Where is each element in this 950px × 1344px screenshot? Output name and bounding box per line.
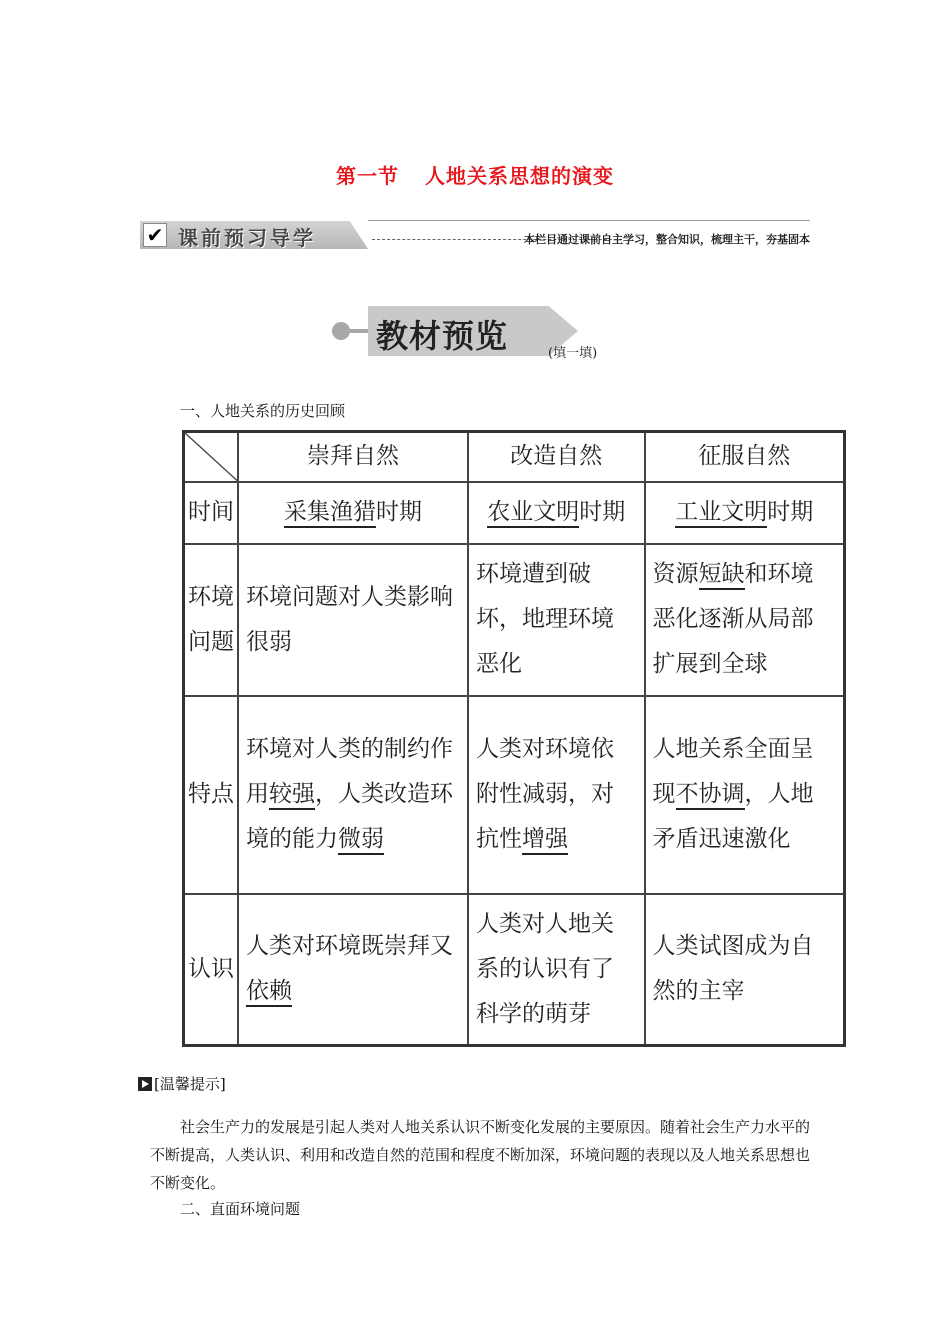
check-icon: ✔ — [143, 223, 167, 247]
table-cell: 资源短缺和环境恶化逐渐从局部扩展到全球 — [645, 544, 845, 696]
preview-sub: (填一填) — [548, 346, 598, 361]
table-cell: 环境遭到破坏，地理环境恶化 — [468, 544, 645, 696]
row-header: 时间 — [184, 482, 239, 544]
play-icon — [138, 1077, 152, 1091]
table-row — [184, 544, 845, 696]
tip-heading — [138, 1073, 226, 1094]
underlined-answer: 依赖 — [246, 978, 292, 1007]
page-title — [0, 160, 950, 189]
section-banner — [140, 218, 810, 252]
table-cell: 人类对人地关系的认识有了科学的萌芽 — [468, 894, 645, 1046]
table-row — [184, 482, 845, 544]
table-cell: 农业文明时期 — [468, 482, 645, 544]
table-row — [184, 696, 845, 894]
underlined-answer: 短缺 — [699, 561, 745, 590]
banner-label: 课前预习导学 — [178, 226, 316, 250]
history-table — [182, 430, 846, 1047]
underlined-answer: 农业文明 — [487, 499, 579, 528]
row-header: 认识 — [184, 894, 239, 1046]
section-name: 人地关系思想的演变 — [425, 164, 614, 188]
column-header: 改造自然 — [468, 432, 645, 482]
table-cell: 环境对人类的制约作用较强，人类改造环境的能力微弱 — [238, 696, 468, 894]
corner-cell — [184, 432, 239, 482]
underlined-answer: 工业文明 — [675, 499, 767, 528]
tip-paragraph: 社会生产力的发展是引起人类对人地关系认识不断变化发展的主要原因。随着社会生产力水平的不断提高，人类认识、利用和改造自然的范围和程度不断加深，环境问题的表现以及人地关系思想也不断变化。 — [150, 1118, 811, 1192]
table-cell: 工业文明时期 — [645, 482, 845, 544]
table-cell: 采集渔猎时期 — [238, 482, 468, 544]
diagonal-line — [185, 433, 237, 481]
underlined-answer: 较强 — [269, 781, 315, 810]
table-cell: 人类对环境依附性减弱，对抗性增强 — [468, 696, 645, 894]
table-header-row — [184, 432, 845, 482]
preview-label: 教材预览 — [376, 317, 509, 355]
table-cell: 人类对环境既崇拜又依赖 — [238, 894, 468, 1046]
table-cell: 人类试图成为自然的主宰 — [645, 894, 845, 1046]
tip-label: [温馨提示] — [154, 1075, 226, 1093]
underlined-answer: 不协调 — [676, 781, 745, 810]
section-heading-1: 一、人地关系的历史回顾 — [180, 402, 346, 420]
underlined-answer: 增强 — [522, 826, 568, 855]
table-cell: 人地关系全面呈现不协调，人地矛盾迅速激化 — [645, 696, 845, 894]
column-header: 崇拜自然 — [238, 432, 468, 482]
row-header: 环境 问题 — [184, 544, 239, 696]
row-header: 特点 — [184, 696, 239, 894]
table-cell: 环境问题对人类影响很弱 — [238, 544, 468, 696]
table-row — [184, 894, 845, 1046]
underlined-answer: 采集渔猎 — [284, 499, 376, 528]
column-header: 征服自然 — [645, 432, 845, 482]
banner-note: 本栏目通过课前自主学习，整合知识，梳理主干，夯基固本 — [524, 233, 810, 246]
preview-heading — [332, 306, 632, 366]
section-heading-2: 二、直面环境问题 — [180, 1200, 301, 1218]
section-number: 第一节 — [336, 164, 399, 188]
bullet-icon — [332, 322, 350, 340]
underlined-answer: 微弱 — [338, 826, 384, 855]
